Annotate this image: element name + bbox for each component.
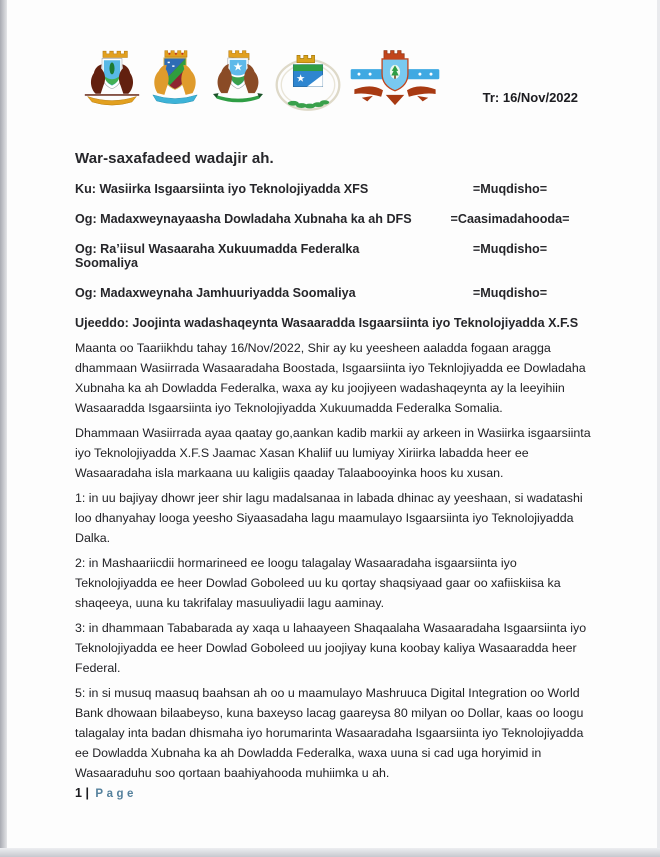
page-footer: [75, 786, 595, 800]
recipient-row: [75, 242, 595, 270]
recipient-location: =Muqdisho=: [472, 182, 548, 196]
recipient-row: [75, 286, 595, 300]
paragraph: Maanta oo Taariikhdu tahay 16/Nov/2022, Shir ay ku yeesheen aaladda fogaan aragga dhammaan Wasiirrada Wasaaradaha Boostada, Isgaarsiinta iyo Teknlojiyadda ee Dowladaha Xubnaha ka ah Dowladda Federalka, waxa ay ku joojiyeen wadashaqeynta ay la leeyihiin Wasaaradda Isgaarsiinta iyo Teknolojiyadda Xukuumadda Federalka Somalia.: [75, 341, 586, 415]
recipient-label: Ku: Wasiirka Isgaarsiinta iyo Teknolojiyadda XFS: [75, 182, 369, 196]
paragraph: 1: in uu bajiyay dhowr jeer shir lagu madalsanaa in labada dhinac ay yeeshaan, si wadatashi loo dhanyahay looga yeesho Siyaasadaha lagu maamulayo Isgaarsiinta iyo Teknolojiyadda Dalka.: [75, 491, 583, 545]
document-title: War-saxafadeed wadajir ah.: [75, 150, 274, 167]
subject-line: Ujeeddo: Joojinta wadashaqeynta Wasaaradda Isgaarsiinta iyo Teknolojiyadda X.F.S: [75, 316, 579, 330]
two-leopards-star-shield-coat-of-arms-icon: [209, 46, 267, 118]
wreath-flag-coat-of-arms-icon: [273, 46, 343, 120]
recipient-label: Og: Madaxweynaha Jamhuuriyadda Soomaliya: [75, 286, 356, 300]
reference-date: Tr: 16/Nov/2022: [482, 90, 578, 105]
scan-edge-left: [0, 0, 7, 857]
recipient-location: =Caasimadahooda=: [450, 212, 570, 226]
paragraph: 2: in Mashaariicdii hormarineed ee loogu talagalay Wasaaradaha isgaarsiinta iyo Teknolojiyadda ee heer Dowlad Goboleed uu ku qortay shaqsiyaad gaar oo xafiiskiisa ka shaqeeya, uuna ku takrifalay masuuliyadii lagu aaminay.: [75, 556, 561, 610]
recipient-row: [75, 182, 595, 196]
two-lions-diagonal-shield-coat-of-arms-icon: [147, 46, 203, 118]
two-horses-coat-of-arms-icon: [83, 46, 141, 118]
paragraph: 3: in dhammaan Tababarada ay xaqa u lahaayeen Shaqaalaha Wasaaradaha Isgaarsiinta iyo Teknolojiyadda ee heer Dowlad Goboleed uu joojiyay kuna koobay kaliya Wasaaradda heer Federal.: [75, 621, 587, 675]
scan-edge-bottom: [0, 848, 660, 857]
paragraph: 5: in si musuq maasuq baahsan ah oo u maamulayo Mashruuca Digital Integration oo World Bank dhowaan bilaabeyso, kuna baxeyso lacag gaareysa 80 milyan oo Dollar, kaas oo loogu talagalay inta badan dhismaha iyo horumarinta Wasaaradaha Isgaarsiinta iyo Teknolojiyadda ee Dowladda Xubnaha ka ah Dowladda Federalka, waxa uuna si cad uga horyimid in Wasaaraduhu soo qortaan baahiyahooda muhiimka u ah.: [75, 686, 584, 780]
body-paragraphs: [75, 338, 595, 783]
page-number: 1: [75, 786, 82, 800]
recipient-label: Og: Madaxweynayaasha Dowladaha Xubnaha ka ah DFS: [75, 212, 412, 226]
recipient-location: =Muqdisho=: [472, 286, 548, 300]
recipient-location: =Muqdisho=: [472, 242, 548, 256]
paragraph: Dhammaan Wasiirrada ayaa qaatay go,aankan kadib markii ay arkeen in Wasiirka isgaarsiinta iyo Teknolojiyadda X.F.S Jaamac Xasan Khaliif uu lumiyay Xiriirka labadda heer ee Wasaaradaha isla markaana uu kaligiis qaaday Talaabooyinka hoos ku xusan.: [75, 426, 591, 480]
state-emblems-row: [83, 46, 595, 120]
recipient-list: [75, 182, 595, 300]
recipient-row: [75, 212, 595, 226]
recipient-label: Og: Ra’iisul Wasaaraha Xukuumadda Federalka Soomaliya: [75, 242, 360, 270]
page-label: Page: [95, 788, 137, 800]
document-body: [75, 0, 595, 800]
winged-shield-banner-coat-of-arms-icon: [349, 46, 441, 118]
footer-divider: |: [85, 786, 89, 800]
